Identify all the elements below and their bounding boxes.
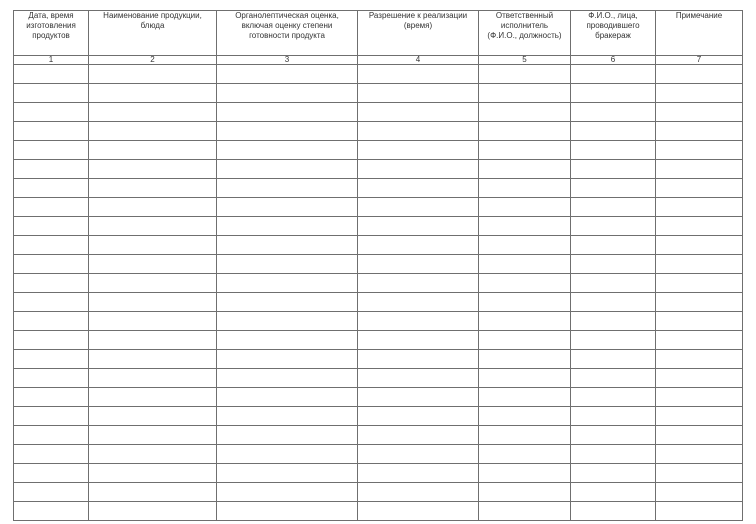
table-cell [571,388,656,407]
table-cell [656,179,743,198]
table-cell [217,255,358,274]
table-cell [217,293,358,312]
table-cell [656,388,743,407]
table-cell [571,502,656,521]
table-row [14,502,743,521]
table-cell [89,160,217,179]
table-cell [571,122,656,141]
table-cell [217,103,358,122]
table-cell [89,483,217,502]
header-sale-permission: Разрешение к реализации (время) [358,11,479,56]
table-cell [479,331,571,350]
table-row [14,198,743,217]
table-cell [571,179,656,198]
table-cell [217,217,358,236]
table-row [14,407,743,426]
column-number-3: 3 [217,56,358,65]
table-cell [479,122,571,141]
header-inspector-name: Ф.И.О., лица, проводившего бракераж [571,11,656,56]
header-row [14,11,743,56]
table-cell [89,350,217,369]
table-cell [217,198,358,217]
table-cell [656,369,743,388]
table-cell [217,312,358,331]
brakerage-journal-table [13,10,743,521]
table-cell [479,293,571,312]
table-cell [358,502,479,521]
table-cell [217,84,358,103]
table-cell [217,464,358,483]
table-row [14,274,743,293]
table-cell [358,160,479,179]
table-cell [479,198,571,217]
table-cell [479,84,571,103]
table-cell [358,483,479,502]
table-cell [656,84,743,103]
table-cell [571,103,656,122]
table-cell [358,65,479,84]
column-number-4: 4 [358,56,479,65]
table-cell [14,293,89,312]
table-cell [89,255,217,274]
table-row [14,160,743,179]
table-cell [358,274,479,293]
table-row [14,388,743,407]
table-cell [656,445,743,464]
table-row [14,236,743,255]
table-cell [358,255,479,274]
table-row [14,293,743,312]
table-cell [14,160,89,179]
table-cell [656,236,743,255]
column-number-6: 6 [571,56,656,65]
table-cell [656,331,743,350]
table-cell [571,255,656,274]
table-cell [656,65,743,84]
table-cell [571,426,656,445]
table-cell [89,274,217,293]
table-cell [479,103,571,122]
table-cell [89,407,217,426]
table-cell [89,331,217,350]
table-cell [217,426,358,445]
table-cell [656,350,743,369]
table-cell [479,160,571,179]
table-cell [358,236,479,255]
table-cell [14,65,89,84]
table-cell [14,103,89,122]
table-cell [14,483,89,502]
table-cell [656,217,743,236]
table-cell [14,217,89,236]
table-cell [571,141,656,160]
table-cell [358,445,479,464]
table-cell [89,445,217,464]
table-cell [14,426,89,445]
table-cell [571,483,656,502]
table-cell [217,141,358,160]
table-cell [571,407,656,426]
table-row [14,350,743,369]
table-cell [571,464,656,483]
table-row [14,103,743,122]
table-cell [571,217,656,236]
table-cell [656,312,743,331]
table-cell [14,255,89,274]
table-cell [358,122,479,141]
table-cell [479,255,571,274]
table-cell [14,312,89,331]
header-notes: Примечание [656,11,743,56]
table-cell [656,160,743,179]
table-row [14,217,743,236]
table-cell [571,293,656,312]
table-cell [89,464,217,483]
table-cell [571,236,656,255]
table-cell [571,274,656,293]
table-cell [479,274,571,293]
table-row [14,331,743,350]
table-row [14,426,743,445]
table-cell [217,407,358,426]
column-number-7: 7 [656,56,743,65]
table-row [14,122,743,141]
table-cell [479,217,571,236]
table-cell [479,312,571,331]
table-cell [479,369,571,388]
table-cell [479,236,571,255]
table-cell [656,483,743,502]
table-cell [217,274,358,293]
header-organoleptic-assessment: Органолептическая оценка, включая оценку степени готовности продукта [217,11,358,56]
table-cell [89,426,217,445]
table-cell [217,236,358,255]
table-cell [571,198,656,217]
table-cell [358,331,479,350]
table-cell [14,141,89,160]
table-cell [89,369,217,388]
table-cell [571,445,656,464]
table-cell [656,274,743,293]
table-row [14,65,743,84]
table-cell [479,179,571,198]
table-cell [358,350,479,369]
table-cell [217,388,358,407]
table-cell [358,198,479,217]
table-row [14,445,743,464]
table-cell [217,350,358,369]
table-cell [571,331,656,350]
table-cell [89,122,217,141]
table-cell [89,103,217,122]
table-cell [14,369,89,388]
column-number-1: 1 [14,56,89,65]
table-cell [217,369,358,388]
table-cell [656,255,743,274]
table-cell [571,65,656,84]
table-cell [14,84,89,103]
table-cell [479,445,571,464]
table-cell [14,350,89,369]
table-cell [656,122,743,141]
table-cell [358,426,479,445]
table-cell [217,160,358,179]
table-cell [89,179,217,198]
table-cell [358,464,479,483]
table-row [14,141,743,160]
table-cell [89,84,217,103]
table-cell [89,388,217,407]
table-cell [14,502,89,521]
table-cell [479,407,571,426]
table-cell [89,502,217,521]
table-cell [217,179,358,198]
table-cell [358,103,479,122]
table-cell [358,293,479,312]
table-row [14,84,743,103]
table-cell [571,84,656,103]
table-cell [656,407,743,426]
table-cell [217,445,358,464]
table-cell [14,122,89,141]
table-cell [479,483,571,502]
table-row [14,464,743,483]
table-row [14,312,743,331]
table-cell [358,84,479,103]
column-number-2: 2 [89,56,217,65]
table-cell [14,274,89,293]
table-cell [479,350,571,369]
table-cell [89,217,217,236]
header-product-name: Наименование продукции, блюда [89,11,217,56]
table-cell [89,141,217,160]
table-cell [217,331,358,350]
table-cell [479,426,571,445]
table-cell [358,388,479,407]
brakerage-journal-sheet [13,10,742,521]
table-cell [14,464,89,483]
column-number-5: 5 [479,56,571,65]
table-cell [14,445,89,464]
table-cell [89,198,217,217]
table-cell [358,217,479,236]
table-cell [571,312,656,331]
table-cell [571,369,656,388]
table-cell [656,141,743,160]
column-number-row [14,56,743,65]
table-cell [358,141,479,160]
table-cell [479,141,571,160]
table-cell [14,198,89,217]
table-cell [571,350,656,369]
table-cell [217,65,358,84]
table-cell [479,388,571,407]
table-cell [14,331,89,350]
table-cell [656,464,743,483]
table-row [14,255,743,274]
table-cell [656,426,743,445]
table-cell [14,236,89,255]
table-cell [89,236,217,255]
table-cell [89,293,217,312]
table-cell [571,160,656,179]
table-cell [89,312,217,331]
table-cell [217,483,358,502]
table-cell [14,179,89,198]
table-cell [479,65,571,84]
table-cell [358,312,479,331]
table-cell [217,122,358,141]
table-cell [479,464,571,483]
table-cell [358,369,479,388]
table-row [14,179,743,198]
table-cell [479,502,571,521]
table-row [14,369,743,388]
header-date-time: Дата, время изготовления продуктов [14,11,89,56]
table-cell [358,179,479,198]
table-cell [358,407,479,426]
table-row [14,483,743,502]
table-cell [89,65,217,84]
table-cell [656,502,743,521]
table-cell [656,198,743,217]
table-cell [656,293,743,312]
table-cell [14,407,89,426]
header-responsible-person: Ответственный исполнитель (Ф.И.О., должность) [479,11,571,56]
table-cell [656,103,743,122]
table-cell [217,502,358,521]
table-cell [14,388,89,407]
